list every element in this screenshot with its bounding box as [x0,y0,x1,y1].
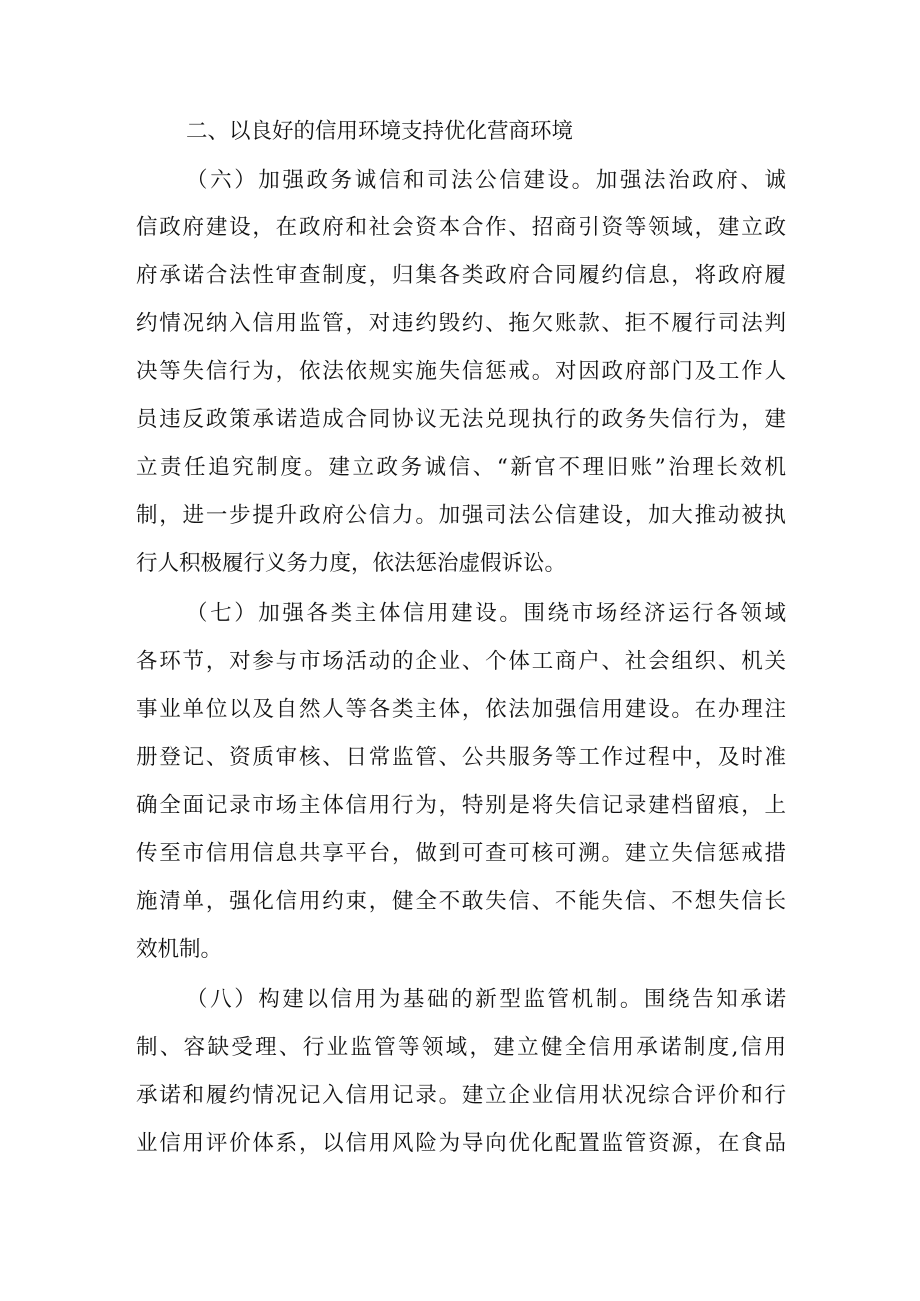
paragraph-7-line-2: 各环节，对参与市场活动的企业、个体工商户、社会组织、机关 [136,649,786,674]
paragraph-6-line-9: 行人积极履行义务力度，依法惩治虚假诉讼。 [136,551,567,576]
paragraph-6-line-4: 约情况纳入信用监管，对违约毁约、拖欠账款、拒不履行司法判 [136,311,786,336]
paragraph-7-line-7: 施清单，强化信用约束，健全不敢失信、不能失信、不想失信长 [136,889,786,914]
paragraph-7-line-4: 册登记、资质审核、日常监管、公共服务等工作过程中，及时准 [136,745,786,770]
paragraph-8-line-3: 承诺和履约情况记入信用记录。建立企业信用状况综合评价和行 [136,1083,786,1108]
paragraph-8-line-4: 业信用评价体系，以信用风险为导向优化配置监管资源，在食品 [136,1131,786,1156]
paragraph-7-line-8: 效机制。 [136,937,223,962]
paragraph-6-line-5: 决等失信行为，依法依规实施失信惩戒。对因政府部门及工作人 [136,359,786,384]
paragraph-6-line-2: 信政府建设，在政府和社会资本合作、招商引资等领域，建立政 [136,215,786,240]
paragraph-7-line-6: 传至市信用信息共享平台，做到可查可核可溯。建立失信惩戒措 [136,841,786,866]
section-heading: 二、以良好的信用环境支持优化营商环境 [186,119,574,144]
paragraph-6-line-7: 立责任追究制度。建立政务诚信、“新官不理旧账”治理长效机 [136,455,786,480]
paragraph-8-line-1: （八）构建以信用为基础的新型监管机制。围绕告知承诺 [186,987,786,1012]
paragraph-7-line-1: （七）加强各类主体信用建设。围绕市场经济运行各领域 [186,601,786,626]
paragraph-6-line-6: 员违反政策承诺造成合同协议无法兑现执行的政务失信行为，建 [136,407,786,432]
paragraph-8-line-2: 制、容缺受理、行业监管等领域，建立健全信用承诺制度,信用 [136,1035,786,1060]
paragraph-7-line-3: 事业单位以及自然人等各类主体，依法加强信用建设。在办理注 [136,697,786,722]
paragraph-7-line-5: 确全面记录市场主体信用行为，特别是将失信记录建档留痕，上 [136,793,786,818]
paragraph-6-line-1: （六）加强政务诚信和司法公信建设。加强法治政府、诚 [186,168,786,193]
paragraph-6-line-8: 制，进一步提升政府公信力。加强司法公信建设，加大推动被执 [136,503,786,528]
paragraph-6-line-3: 府承诺合法性审查制度，归集各类政府合同履约信息，将政府履 [136,263,786,288]
